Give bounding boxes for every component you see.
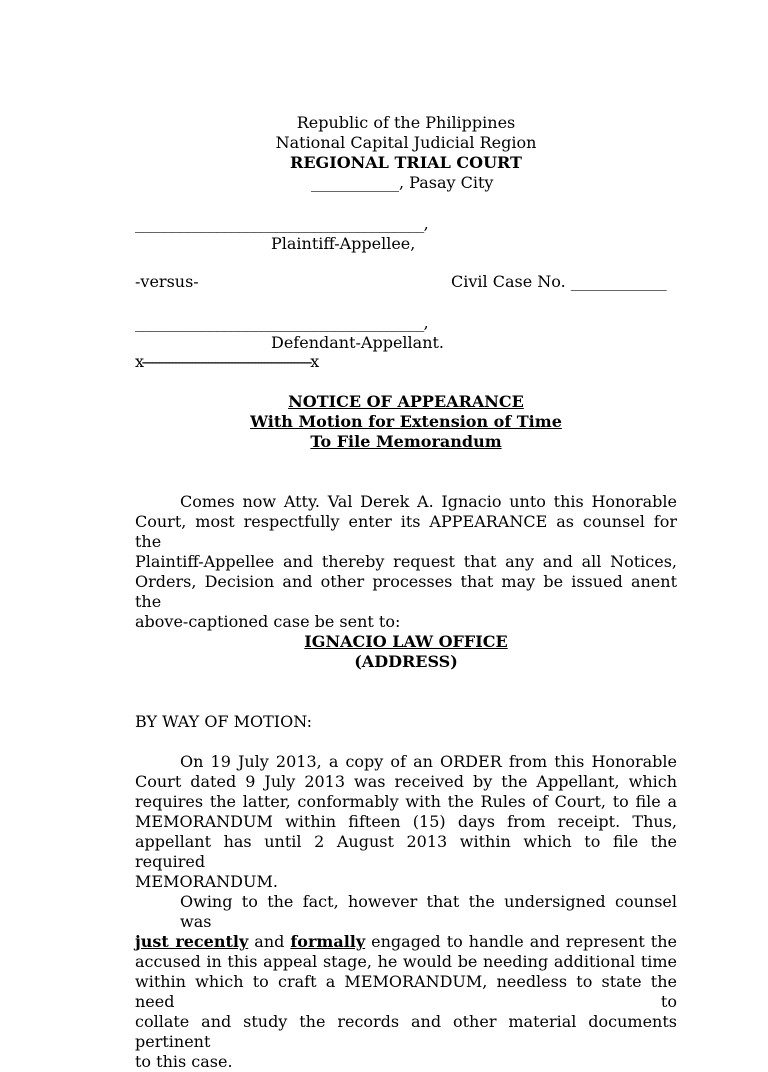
defendant-name-blank: _______________________________________, <box>135 313 429 332</box>
paragraph-line: MEMORANDUM within fifteen (15) days from receipt. Thus, <box>135 812 677 831</box>
extension-paragraph <box>135 892 677 1072</box>
law-office-address: (ADDRESS) <box>354 652 458 671</box>
plaintiff-name-blank: _______________________________________, <box>135 214 429 233</box>
paragraph-line: Orders, Decision and other processes that may be issued anent the <box>135 572 677 611</box>
paragraph-line: requires the latter, conformably with the Rules of Court, to file a <box>135 792 677 811</box>
versus-label: -versus- <box>135 272 199 291</box>
paragraph-line: appellant has until 2 August 2013 within which to file the required <box>135 832 677 871</box>
plaintiff-label: Plaintiff-Appellee, <box>271 234 416 253</box>
emphasis-formally: formally <box>290 932 366 951</box>
order-paragraph <box>135 752 677 892</box>
caption-divider: x---------------------------------------------------x <box>135 352 318 371</box>
paragraph-line: On 19 July 2013, a copy of an ORDER from this Honorable <box>180 752 677 771</box>
paragraph-line-emphasis: just recently and formally engaged to handle and represent the <box>135 932 677 951</box>
paragraph-line: Plaintiff-Appellee and thereby request that any and all Notices, <box>135 552 677 571</box>
paragraph-line: Court, most respectfully enter its APPEARANCE as counsel for the <box>135 512 677 551</box>
emphasis-just-recently: just recently <box>135 932 249 951</box>
title-line-2: With Motion for Extension of Time <box>250 412 562 431</box>
header-court: REGIONAL TRIAL COURT <box>290 153 522 172</box>
title-line-1: NOTICE OF APPEARANCE <box>288 392 524 411</box>
paragraph-line: collate and study the records and other material documents pertinent <box>135 1012 677 1051</box>
paragraph-line: to this case. <box>135 1052 233 1071</box>
title-line-3: To File Memorandum <box>310 432 502 451</box>
paragraph-line: MEMORANDUM. <box>135 872 278 891</box>
defendant-label: Defendant-Appellant. <box>271 333 445 352</box>
paragraph-line: above-captioned case be sent to: <box>135 612 401 631</box>
paragraph-line: Court dated 9 July 2013 was received by the Appellant, which <box>135 772 677 791</box>
header-region: National Capital Judicial Region <box>275 133 537 152</box>
location-blank: ___________ <box>311 173 399 192</box>
appearance-paragraph <box>135 492 677 632</box>
paragraph-line: Comes now Atty. Val Derek A. Ignacio unto this Honorable <box>180 492 677 511</box>
paragraph-line: accused in this appeal stage, he would be needing additional time <box>135 952 677 971</box>
header-republic: Republic of the Philippines <box>296 113 516 132</box>
law-office-name: IGNACIO LAW OFFICE <box>304 632 508 651</box>
paragraph-line: Owing to the fact, however that the undersigned counsel was <box>180 892 677 931</box>
header-location <box>311 173 493 193</box>
paragraph-line: within which to craft a MEMORANDUM, needless to state the need to <box>135 972 677 1011</box>
civil-case-number: Civil Case No. ____________ <box>451 272 667 291</box>
location-city: , Pasay City <box>399 173 494 192</box>
motion-heading: BY WAY OF MOTION: <box>135 712 313 731</box>
